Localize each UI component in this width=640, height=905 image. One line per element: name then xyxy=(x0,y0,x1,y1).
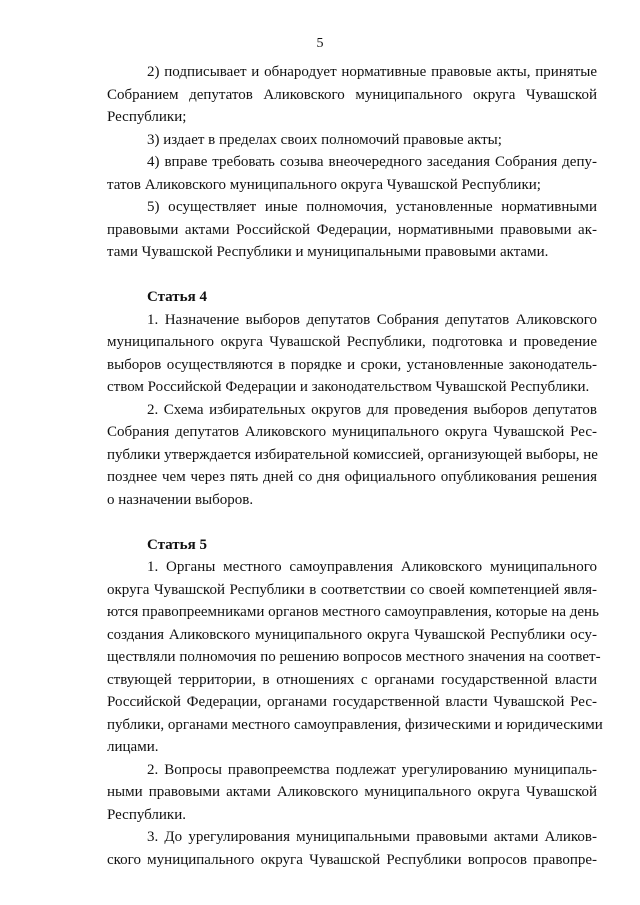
text-line: округа Чувашской Республики в соответствии со своей компетенцией явля- xyxy=(107,581,597,598)
document-body xyxy=(107,61,603,871)
text-line: 4) вправе требовать созыва внеочередного заседания Собрания депу- xyxy=(147,154,597,170)
text-line: 1. Назначение выборов депутатов Собрания депутатов Аликовского xyxy=(147,311,597,328)
paragraph-gap xyxy=(107,264,597,287)
text-line: 1. Органы местного самоуправления Аликовского муниципального xyxy=(147,559,597,575)
text-line: 2) подписывает и обнародует нормативные правовые акты, принятые xyxy=(147,64,597,80)
text-line: лицами. xyxy=(107,739,159,755)
text-line: ствующей территории, в отношениях с органами государственной власти xyxy=(107,671,597,688)
text-line: муниципального округа Чувашской Республики, подготовка и проведение xyxy=(107,334,597,350)
text-line: ются правопреемниками органов местного самоуправления, которые на день xyxy=(107,604,599,620)
text-line: публики, органами местного самоуправления, физическими и юридическими xyxy=(107,716,603,733)
text-line: 2. Схема избирательных округов для проведения выборов депутатов xyxy=(147,401,597,418)
page-number: 5 xyxy=(316,36,324,51)
text-line: ществляли полномочия по решению вопросов местного значения на соответ- xyxy=(107,649,601,665)
text-line: татов Аликовского муниципального округа Чувашской Республики; xyxy=(107,176,541,193)
article-heading: Статья 4 xyxy=(147,289,207,305)
text-line: ными правовыми актами Аликовского муниципального округа Чувашской xyxy=(107,784,597,800)
text-line: 2. Вопросы правопреемства подлежат урегулированию муниципаль- xyxy=(147,761,597,778)
text-line: создания Аликовского муниципального округа Чувашской Республики осу- xyxy=(107,626,597,643)
text-line: тами Чувашской Республики и муниципальными правовыми актами. xyxy=(107,244,549,260)
text-line: публики утверждается избирательной комиссией, организующей выборы, не xyxy=(107,446,598,463)
text-line: Российской Федерации, органами государственной власти Чувашской Рес- xyxy=(107,694,597,710)
paragraph-gap xyxy=(107,511,597,534)
text-line: правовыми актами Российской Федерации, нормативными правовыми ак- xyxy=(107,221,597,238)
text-line: Собрания депутатов Аликовского муниципального округа Чувашской Рес- xyxy=(107,424,597,440)
text-line: выборов осуществляются в порядке и сроки, установленные законодатель- xyxy=(107,356,597,373)
text-line: о назначении выборов. xyxy=(107,491,254,508)
text-line: 3) издает в пределах своих полномочий правовые акты; xyxy=(147,131,502,148)
text-line: ством Российской Федерации и законодательством Чувашской Республики. xyxy=(107,379,590,395)
text-line: Республики; xyxy=(107,109,187,125)
text-line: 5) осуществляет иные полномочия, установленные нормативными xyxy=(147,199,597,215)
text-line: позднее чем через пять дней со дня официального опубликования решения xyxy=(107,469,597,485)
text-line: Собранием депутатов Аликовского муниципального округа Чувашской xyxy=(107,86,597,103)
text-line: 3. До урегулирования муниципальными правовыми актами Аликов- xyxy=(147,829,597,845)
text-line: ского муниципального округа Чувашской Республики вопросов правопре- xyxy=(107,851,597,868)
article-heading: Статья 5 xyxy=(147,536,207,553)
text-line: Республики. xyxy=(107,806,186,823)
